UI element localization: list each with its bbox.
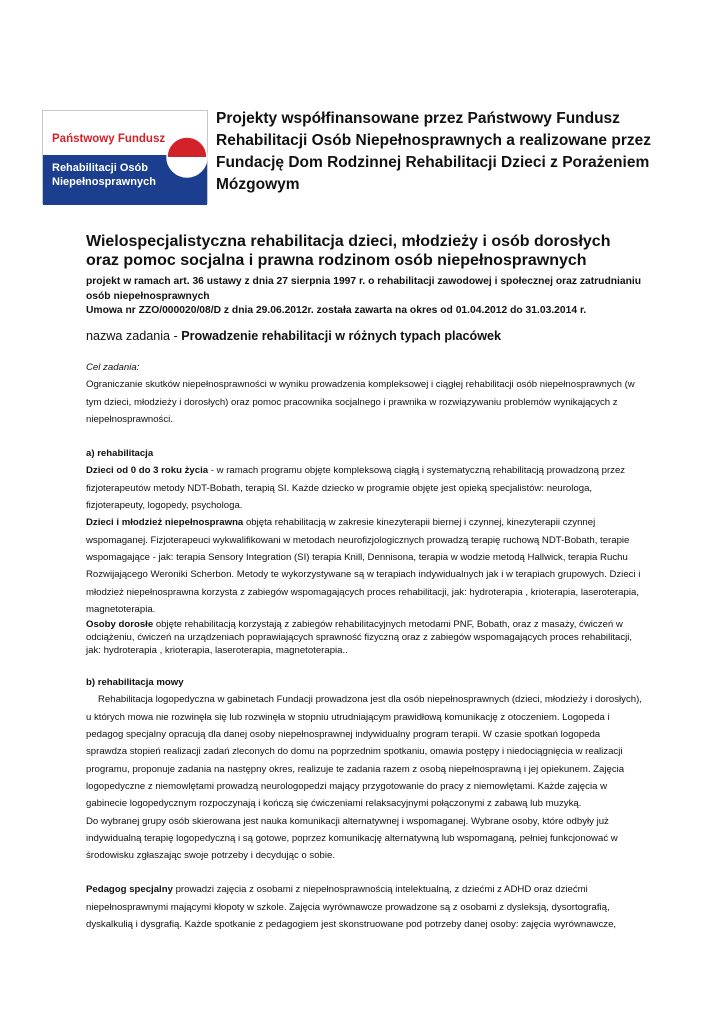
pfron-emblem-icon — [165, 135, 209, 179]
section-b-paragraph-2: Do wybranej grupy osób skierowana jest nauka komunikacji alternatywnej i wspomaganej. Wybrane osoby, które odbyły już indywidualną terapię logopedyczną i są gotowe, poprzez komunikację alternatywną lub wspomaganą, pełniej funkcjonować w środowisku zgłaszając swoje potrzeby i decydując o sobie. — [86, 815, 618, 862]
project-title: Wielospecjalistyczna rehabilitacja dzieci, młodzieży i osób dorosłych oraz pomoc socjalna i prawna rodzinom osób niepełnosprawnych — [86, 233, 611, 269]
logo-line-1: Państwowy Fundusz — [52, 133, 166, 145]
task-name — [86, 329, 646, 343]
document-body — [86, 359, 642, 933]
section-b-paragraph-1: Rehabilitacja logopedyczna w gabinetach Fundacji prowadzona jest dla osób niepełnosprawnych (dzieci, młodzieży i dorosłych), u których mowa nie rozwinęła się lub rozwinęła w stopniu utrudniającym prawidłową komunikację z otoczeniem. Logopeda i pedagog specjalny opracują dla danej osoby niepełnosprawnej indywidualny program terapii. W czasie spotkań logopeda sprawdza stopień realizacji zadań zleconych do domu na poprzednim spotkaniu, omawia postępy i niedociągnięcia w realizacji programu, proponuje zadania na następny okres, realizuje te zadania razem z osobą niepełnosprawną i jej opiekunem. Zajęcia logopedyczne z niemowlętami prowadzą neurologopedzi mający przygotowanie do pracy z niemowlętami. Każde zajęcia w gabinecie logopedycznym rozpoczynają i kończą się ćwiczeniami relaksacyjnymi połączonymi z zabawą lub muzyką. — [86, 694, 642, 810]
pfron-logo — [42, 110, 208, 204]
section-a-paragraph-2: Dzieci i młodzież niepełnosprawna objęta rehabilitacją w zakresie kinezyterapii biernej i czynnej, kinezyterapii czynnej wspomaganej. Fizjoterapeuci wykwalifikowani w metodach neurofizjologicznych prowadzą terapię ruchową NDT-Bobath, terapie wspomagające - jak: terapia Sensory Integration (SI) terapia Knill, Dennisona, terapia w wodzie metodą Hallwick, terapia Ruchu Rozwijającego Weroniki Scherbon. Metody te wykorzystywane są w terapiach indywidualnych jak i w terapiach grupowych. Dzieci i młodzież niepełnosprawna korzysta z zabiegów wspomagających proces rehabilitacji, jak: hydroterapia , krioterapia, laseroterapia, magnetoterapia. — [86, 517, 641, 615]
header-title: Projekty współfinansowane przez Państwowy Fundusz Rehabilitacji Osób Niepełnosprawnych a realizowane przez Fundację Dom Rodzinnej Rehabilitacji Dzieci z Porażeniem Mózgowym — [216, 110, 651, 193]
goal-text: Ograniczanie skutków niepełnosprawności w wyniku prowadzenia kompleksowej i ciągłej rehabilitacji osób niepełnosprawnych (w tym dzieci, młodzieży i dorosłych) oraz pomoc pracownika socjalnego i prawnika w rozwiązywaniu problemów wynikających z niepełnosprawności. — [86, 379, 635, 425]
section-b-heading: b) rehabilitacja mowy — [86, 677, 184, 689]
project-agreement: Umowa nr ZZO/000020/08/D z dnia 29.06.2012r. została zawarta na okres od 01.04.2012 do 31.03.2014 r. — [86, 305, 587, 316]
pedagog-paragraph: Pedagog specjalny prowadzi zajęcia z osobami z niepełnosprawnością intelektualną, z dziećmi z ADHD oraz dziećmi niepełnosprawnymi mającymi kłopoty w szkole. Zajęcia wyrównawcze prowadzone są z osobami z dysleksją, dysortografią, dyskalkulią i dysgrafią. Każde spotkanie z pedagogiem jest skonstruowane pod potrzeby danej osoby: zajęcia wyrównawcze, — [86, 884, 617, 931]
project-basis: projekt w ramach art. 36 ustawy z dnia 27 sierpnia 1997 r. o rehabilitacji zawodowej i społecznej oraz zatrudnianiu osób niepełnosprawnych — [86, 276, 642, 302]
task-value: Prowadzenie rehabilitacji w różnych typach placówek — [181, 329, 502, 343]
task-label: nazwa zadania - — [86, 329, 182, 343]
goal-label: Cel zadania: — [86, 362, 140, 373]
logo-line-2: Rehabilitacji Osób Niepełnosprawnych — [52, 162, 156, 188]
section-a-paragraph-1: Dzieci od 0 do 3 roku życia - w ramach programu objęte kompleksową ciągłą i systematyczną rehabilitacją prowadzoną przez fizjoterapeutów metody NDT-Bobath, terapią SI. Każde dziecko w programie objęte jest opieką specjalistów: neurologa, fizjoterapeuty, logopedy, psychologa. — [86, 465, 626, 512]
section-a-heading: a) rehabilitacja — [86, 448, 154, 460]
section-a-paragraph-3: Osoby dorosłe objęte rehabilitacją korzystają z zabiegów rehabilitacyjnych metodami PNF, Bobath, oraz z masaży, ćwiczeń w odciążeniu, ćwiczeń na urządzeniach poprawiających sprawność fizyczną oraz z zabiegów wspomagających proces rehabilitacji, jak: hydroterapia , krioterapia, laseroterapia, magnetoterapia.. — [86, 619, 633, 657]
project-info — [86, 275, 646, 319]
